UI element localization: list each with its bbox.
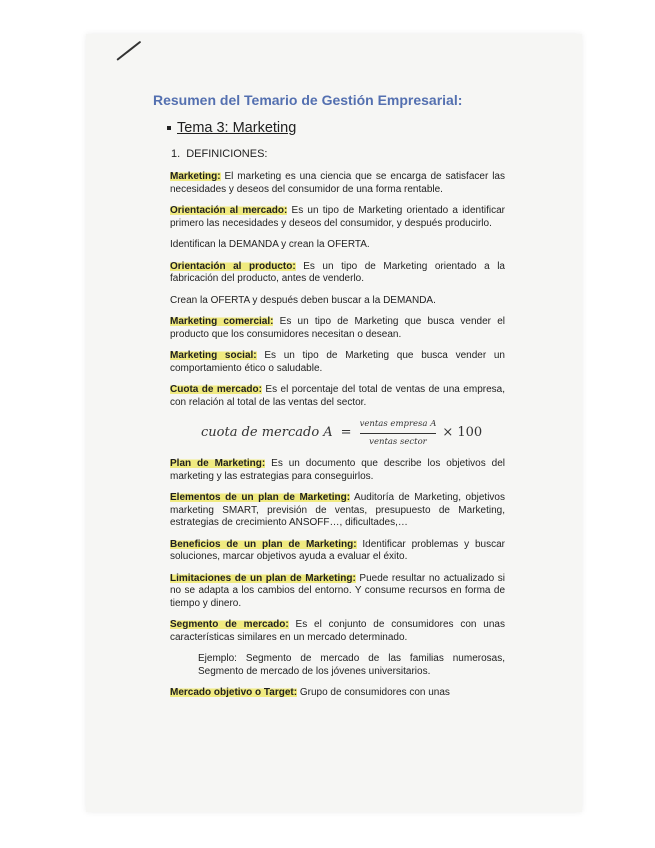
term: Marketing social:	[170, 350, 257, 361]
definition-beneficios-plan	[170, 539, 505, 564]
definition-text: Es un documento que describe los objetivos del marketing y las estrategias para conseguirlos.	[170, 458, 506, 482]
document-title: Resumen del Temario de Gestión Empresarial:	[153, 92, 463, 108]
definition-text: Es el porcentaje del total de ventas de una empresa, con relación al total de las ventas del sector.	[170, 384, 505, 408]
term: Orientación al mercado:	[170, 205, 288, 216]
definition-text: El marketing es una ciencia que se encarga de satisfacer las necesidades y deseos del consumidor de una forma rentable.	[170, 171, 505, 195]
formula-denominator: ventas sector	[369, 436, 427, 447]
document-body	[153, 92, 505, 709]
term: Marketing:	[170, 171, 221, 182]
definition-text: Es el conjunto de consumidores con unas características similares en un mercado determinado.	[170, 619, 505, 643]
section-number: 1.	[171, 148, 181, 160]
definition-marketing-comercial	[170, 316, 505, 341]
definition-text: Puede resultar no actualizado si no se adapta a los cambios del entorno. Y consume recursos en forma de tiempo y dinero.	[170, 572, 505, 609]
definition-text: Grupo de consumidores con unas	[297, 687, 450, 698]
definition-marketing	[170, 171, 505, 196]
term: Mercado objetivo o Target:	[170, 687, 298, 698]
term: Limitaciones de un plan de Marketing:	[170, 572, 356, 584]
topic-heading	[167, 119, 505, 137]
term: Plan de Marketing:	[170, 458, 266, 469]
term: Segmento de mercado:	[170, 619, 289, 630]
section-title: DEFINICIONES:	[186, 148, 268, 160]
section-heading	[171, 147, 505, 161]
term: Elementos de un plan de Marketing:	[170, 492, 351, 503]
term: Beneficios de un plan de Marketing:	[170, 538, 357, 550]
formula-fraction	[360, 418, 437, 448]
example-segmento: Ejemplo: Segmento de mercado de las familias numerosas, Segmento de mercado de los jóvenes universitarios.	[198, 653, 505, 677]
formula-lhs: cuota de mercado A	[201, 424, 333, 440]
definition-plan-marketing	[170, 458, 505, 483]
term: Orientación al producto:	[170, 260, 296, 272]
definition-segmento-mercado	[170, 619, 505, 644]
definition-cuota-mercado	[170, 384, 505, 409]
topic-title: Tema 3: Marketing	[177, 120, 297, 136]
definition-text: Es un tipo de Marketing que busca vender el producto que los consumidores necesitan o desean.	[170, 316, 505, 340]
formula-numerator: ventas empresa A	[359, 419, 437, 429]
formula-multiplier: × 100	[442, 424, 483, 440]
definition-text: Es un tipo de Marketing que busca vender un comportamiento ético o saludable.	[170, 350, 505, 374]
definition-orientacion-producto	[170, 261, 505, 286]
fraction-bar	[360, 433, 437, 434]
definition-limitaciones-plan	[170, 573, 505, 611]
definition-text: Es un tipo de Marketing orientado a la fabricación del producto, antes de venderlo.	[170, 260, 505, 284]
definition-text: Identificar problemas y buscar soluciones, marcar objetivos ayuda a evaluar el éxito.	[170, 538, 506, 562]
note-demanda-oferta: Identifican la DEMANDA y crean la OFERTA.	[170, 239, 370, 250]
definition-orientacion-mercado	[170, 205, 505, 230]
definition-marketing-social	[170, 350, 505, 375]
term: Marketing comercial:	[170, 316, 274, 327]
definition-text: Auditoría de Marketing, objetivos marketing SMART, previsión de ventas, presupuesto de Marketing, estrategias de crecimiento ANSOFF…, dificultades,…	[170, 492, 505, 528]
note-oferta-demanda: Crean la OFERTA y después deben buscar a la DEMANDA.	[170, 294, 436, 306]
market-share-formula	[201, 418, 505, 448]
definition-elementos-plan	[170, 492, 505, 530]
definition-mercado-objetivo	[170, 687, 505, 700]
definition-text: Es un tipo de Marketing orientado a identificar primero las necesidades y deseos del consumidor, y después producirlo.	[170, 205, 505, 229]
bullet-icon	[167, 126, 171, 130]
term: Cuota de mercado:	[170, 384, 262, 395]
formula-equals: =	[340, 424, 352, 440]
